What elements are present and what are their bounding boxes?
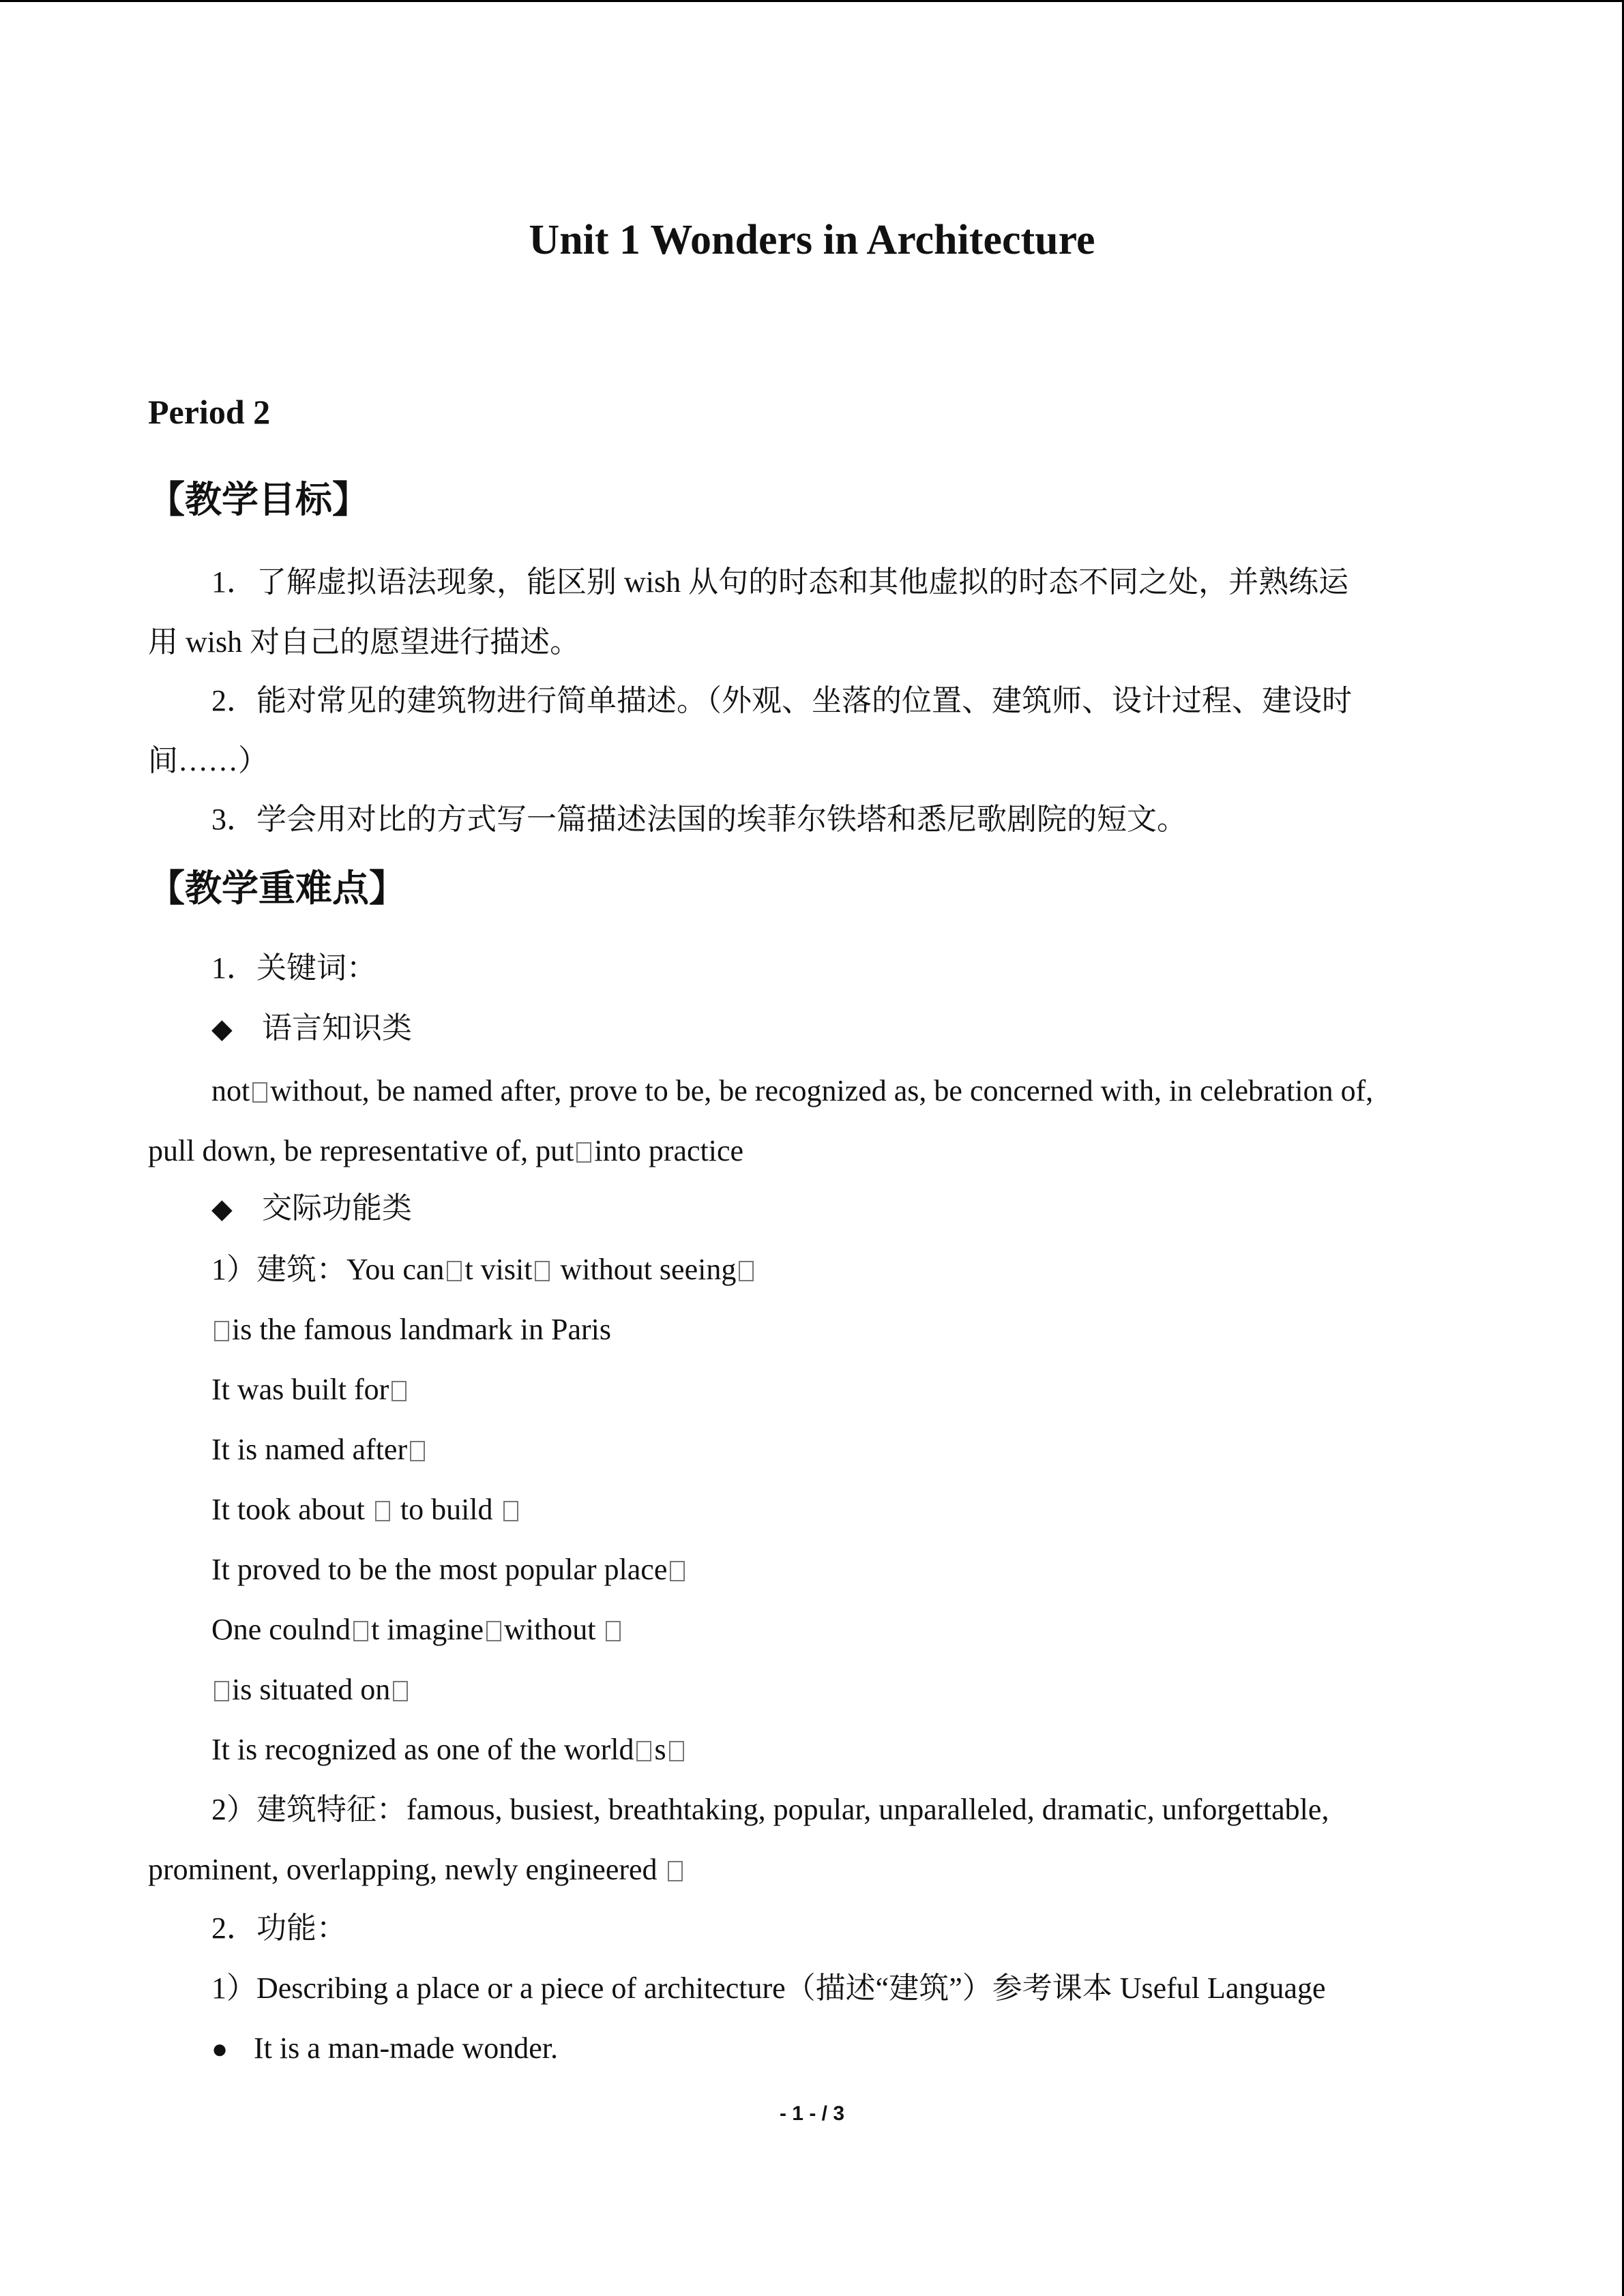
missing-glyph-box bbox=[669, 1741, 684, 1761]
missing-glyph-box bbox=[410, 1441, 425, 1461]
diamond-bullet-icon: ◆ bbox=[211, 1013, 233, 1044]
period-label: Period 2 bbox=[148, 393, 271, 431]
category-label: 交际功能类 bbox=[262, 1191, 412, 1225]
architecture-features-line-1: 2）建筑特征：famous, busiest, breathtaking, popular, unparalleled, dramatic, unforgettable, bbox=[211, 1793, 1329, 1826]
section-heading-key-points: 【教学重难点】 bbox=[148, 868, 406, 909]
objective-2-line-1: 2．能对常见的建筑物进行简单描述。（外观、坐落的位置、建筑师、设计过程、建设时 bbox=[211, 684, 1352, 717]
communication-item-8: is situated on bbox=[211, 1669, 411, 1710]
category-language-knowledge bbox=[211, 1008, 412, 1049]
communication-item-2: is the famous landmark in Paris bbox=[211, 1309, 611, 1350]
category-label: 语言知识类 bbox=[262, 1011, 412, 1045]
missing-glyph-box bbox=[670, 1561, 685, 1581]
communication-item-3: It was built for bbox=[211, 1369, 409, 1410]
section-heading-objectives: 【教学目标】 bbox=[148, 479, 369, 520]
missing-glyph-box bbox=[447, 1261, 462, 1281]
missing-glyph-box bbox=[486, 1621, 501, 1641]
missing-glyph-box bbox=[214, 1321, 229, 1341]
page-border-top bbox=[0, 0, 1624, 2]
architecture-features-line-2: prominent, overlapping, newly engineered bbox=[148, 1849, 685, 1890]
page-number: - 1 - / 3 bbox=[779, 2102, 845, 2125]
communication-item-6: It proved to be the most popular place bbox=[211, 1549, 688, 1590]
keywords-heading: 1．关键词： bbox=[211, 951, 377, 985]
round-bullet-icon: ● bbox=[211, 2033, 228, 2064]
missing-glyph-box bbox=[535, 1261, 550, 1281]
missing-glyph-box bbox=[739, 1261, 754, 1281]
missing-glyph-box bbox=[353, 1621, 368, 1641]
missing-glyph-box bbox=[576, 1142, 591, 1163]
missing-glyph-box bbox=[503, 1501, 518, 1521]
missing-glyph-box bbox=[252, 1082, 267, 1103]
objective-2-line-2: 间……） bbox=[148, 744, 268, 777]
diamond-bullet-icon: ◆ bbox=[211, 1193, 233, 1224]
communication-item-4: It is named after bbox=[211, 1429, 428, 1470]
function-example: ● It is a man-made wonder. bbox=[211, 2028, 558, 2070]
objective-1-line-2: 用 wish 对自己的愿望进行描述。 bbox=[148, 625, 580, 659]
document-title: Unit 1 Wonders in Architecture bbox=[529, 217, 1095, 263]
missing-glyph-box bbox=[393, 1681, 408, 1701]
missing-glyph-box bbox=[668, 1861, 683, 1881]
category-communication bbox=[211, 1188, 412, 1229]
language-phrases-line-2: pull down, be representative of, put into practice bbox=[148, 1134, 744, 1167]
missing-glyph-box bbox=[375, 1501, 390, 1521]
objective-1-line-1: 1．了解虚拟语法现象，能区别 wish 从句的时态和其他虚拟的时态不同之处，并熟练运 bbox=[211, 565, 1349, 599]
missing-glyph-box bbox=[214, 1681, 229, 1701]
language-phrases-line-1: not without, be named after, prove to be, be recognized as, be concerned with, in celebration of, bbox=[211, 1074, 1374, 1107]
communication-item-1: 1）建筑：You can t visit without seeing bbox=[211, 1249, 756, 1290]
communication-item-7: One coulnd t imagine without bbox=[211, 1609, 623, 1650]
missing-glyph-box bbox=[606, 1621, 621, 1641]
missing-glyph-box bbox=[392, 1381, 407, 1401]
missing-glyph-box bbox=[636, 1741, 651, 1761]
communication-item-9: It is recognized as one of the world s bbox=[211, 1729, 687, 1770]
function-heading: 2．功能： bbox=[211, 1911, 346, 1945]
function-item-1: 1）Describing a place or a piece of architecture（描述“建筑”）参考课本 Useful Language bbox=[211, 1971, 1326, 2005]
objective-3: 3．学会用对比的方式写一篇描述法国的埃菲尔铁塔和悉尼歌剧院的短文。 bbox=[211, 803, 1187, 836]
communication-item-5: It took about to build bbox=[211, 1489, 521, 1530]
